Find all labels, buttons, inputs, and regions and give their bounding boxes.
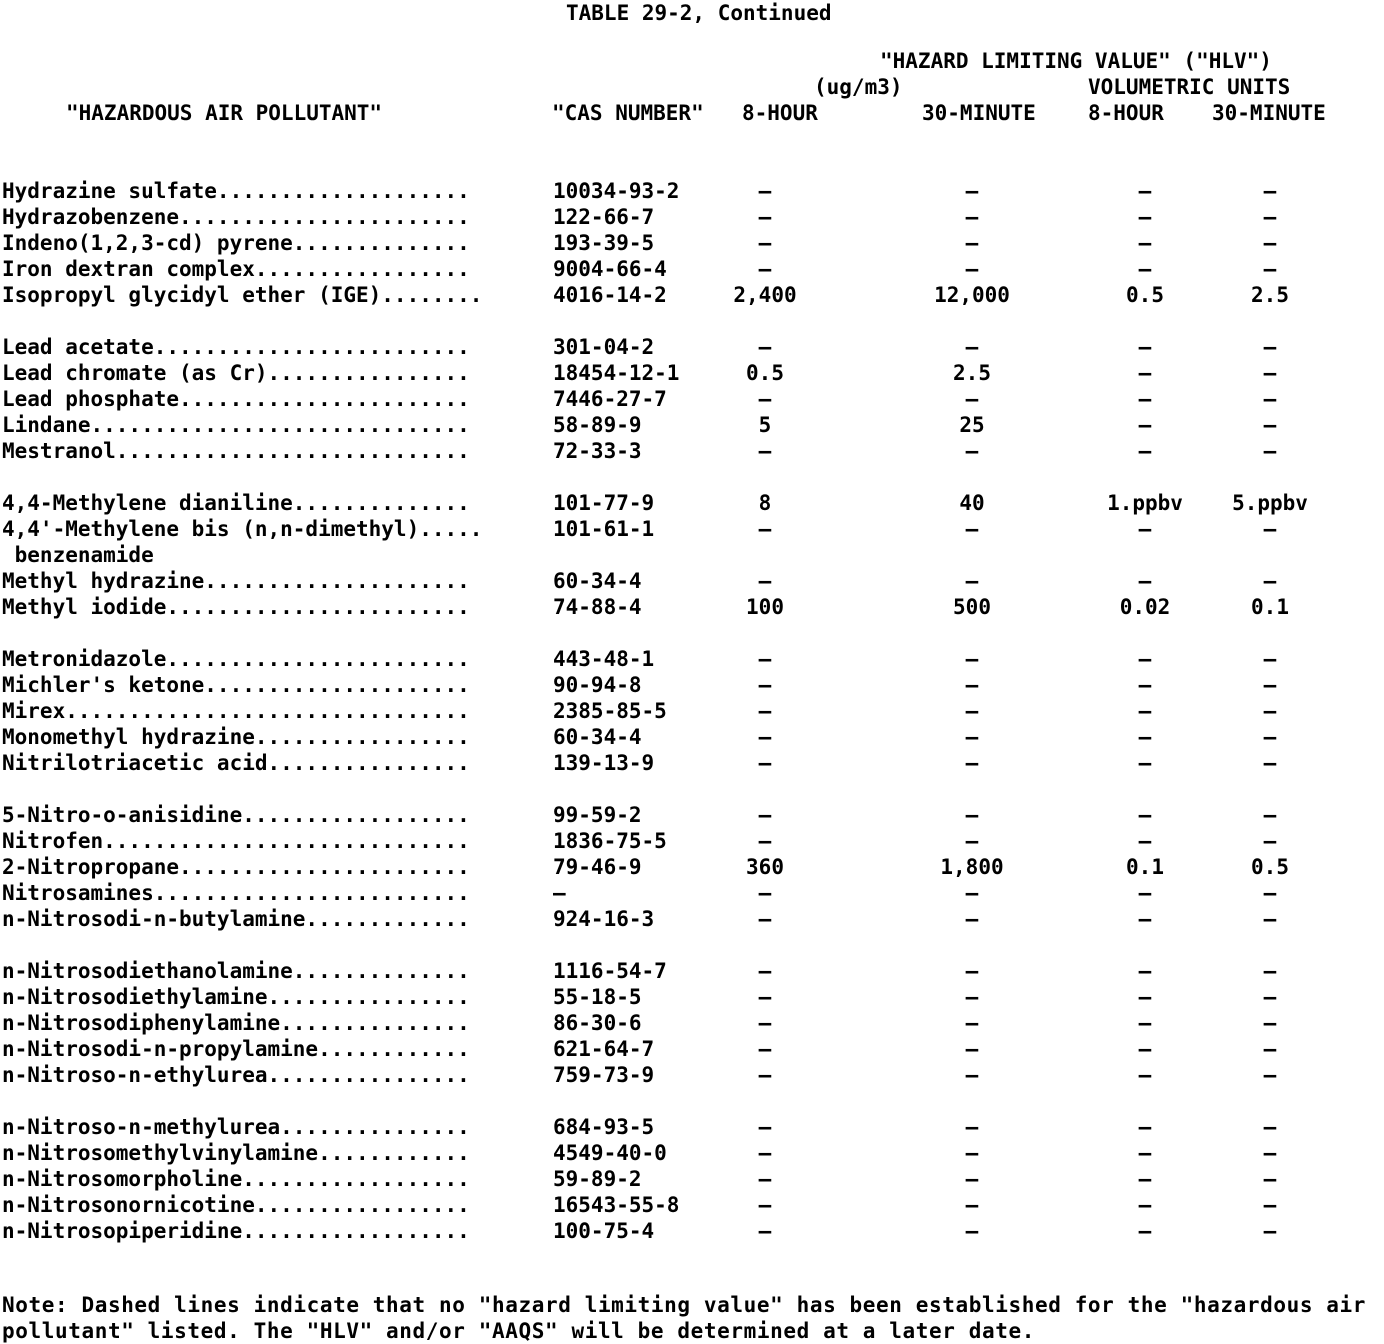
hlv-ug-8hour: 2,400 xyxy=(733,283,797,307)
hlv-vol-30min: — xyxy=(1263,1193,1277,1217)
hlv-vol-30min: — xyxy=(1263,1063,1277,1087)
hlv-vol-30min: — xyxy=(1263,725,1277,749)
hlv-vol-30min: — xyxy=(1263,1167,1277,1191)
cas-number: 193-39-5 xyxy=(553,231,655,255)
hlv-ug-30min: — xyxy=(965,1219,979,1243)
pollutant-name: Michler's ketone..................... xyxy=(2,673,470,697)
hlv-vol-8hour: — xyxy=(1138,387,1152,411)
hlv-ug-30min: — xyxy=(965,1063,979,1087)
pollutant-name: n-Nitroso-n-ethylurea................ xyxy=(2,1063,470,1087)
pollutant-name: Mirex................................ xyxy=(2,699,470,723)
hlv-ug-8hour: — xyxy=(758,257,772,281)
hlv-vol-30min: — xyxy=(1263,673,1277,697)
hlv-ug-8hour: — xyxy=(758,907,772,931)
table-row xyxy=(0,698,1384,724)
cas-column-header: "CAS NUMBER" xyxy=(552,101,704,125)
table-row xyxy=(0,386,1384,412)
hlv-vol-8hour: — xyxy=(1138,569,1152,593)
table-row xyxy=(0,256,1384,282)
vol-30min-column-header: 30-MINUTE xyxy=(1212,101,1326,125)
hlv-vol-30min: — xyxy=(1263,803,1277,827)
cas-number: 684-93-5 xyxy=(553,1115,655,1139)
hlv-ug-30min: — xyxy=(965,387,979,411)
hlv-ug-8hour: — xyxy=(758,569,772,593)
cas-number: 301-04-2 xyxy=(553,335,655,359)
hlv-ug-30min: — xyxy=(965,881,979,905)
table-row xyxy=(0,568,1384,594)
cas-number: 60-34-4 xyxy=(553,725,642,749)
hlv-ug-8hour: 8 xyxy=(758,491,772,515)
pollutant-name: 4,4-Methylene dianiline.............. xyxy=(2,491,470,515)
pollutant-name: Mestranol............................ xyxy=(2,439,470,463)
hlv-ug-8hour: — xyxy=(758,387,772,411)
cas-number: 1836-75-5 xyxy=(553,829,667,853)
hlv-vol-30min: — xyxy=(1263,205,1277,229)
hlv-vol-30min: — xyxy=(1263,907,1277,931)
hlv-ug-8hour: — xyxy=(758,1115,772,1139)
hlv-vol-8hour: — xyxy=(1138,231,1152,255)
table-row xyxy=(0,672,1384,698)
hlv-vol-8hour: — xyxy=(1138,1063,1152,1087)
table-note: Note: Dashed lines indicate that no "hazard limiting value" has been established for the "hazardous air pollutant" listed. The "HLV" and/or "AAQS" will be determined at a later date. xyxy=(2,1293,1367,1343)
hlv-ug-8hour: — xyxy=(758,959,772,983)
pollutant-name: n-Nitrosomethylvinylamine............ xyxy=(2,1141,470,1165)
table-row xyxy=(0,1166,1384,1192)
hlv-vol-30min: — xyxy=(1263,231,1277,255)
hlv-ug-30min: — xyxy=(965,699,979,723)
pollutant-name: n-Nitrosodi-n-butylamine............. xyxy=(2,907,470,931)
hlv-vol-30min: — xyxy=(1263,439,1277,463)
hlv-ug-30min: — xyxy=(965,179,979,203)
hlv-vol-30min: — xyxy=(1263,985,1277,1009)
cas-number: 122-66-7 xyxy=(553,205,655,229)
hlv-ug-30min: — xyxy=(965,517,979,541)
hlv-ug-30min: — xyxy=(965,959,979,983)
pollutant-name: 4,4'-Methylene bis (n,n-dimethyl)..... xyxy=(2,517,483,541)
cas-number: 99-59-2 xyxy=(553,803,642,827)
hlv-ug-8hour: — xyxy=(758,1167,772,1191)
hlv-vol-30min: — xyxy=(1263,647,1277,671)
hlv-ug-30min: — xyxy=(965,205,979,229)
pollutant-name: benzenamide xyxy=(2,543,154,567)
hlv-ug-8hour: — xyxy=(758,803,772,827)
hlv-vol-8hour: — xyxy=(1138,1141,1152,1165)
cas-number: 58-89-9 xyxy=(553,413,642,437)
cas-number: 101-77-9 xyxy=(553,491,655,515)
hlv-vol-8hour: — xyxy=(1138,829,1152,853)
table-caption: TABLE 29-2, Continued xyxy=(566,1,832,25)
table-row xyxy=(0,880,1384,906)
hlv-ug-8hour: — xyxy=(758,231,772,255)
pollutant-name: n-Nitrosonornicotine................. xyxy=(2,1193,470,1217)
hlv-vol-8hour: — xyxy=(1138,985,1152,1009)
cas-number: 924-16-3 xyxy=(553,907,655,931)
pollutant-name: Methyl hydrazine..................... xyxy=(2,569,470,593)
hlv-vol-8hour: 0.1 xyxy=(1126,855,1164,879)
hlv-ug-8hour: — xyxy=(758,725,772,749)
pollutant-name: Lead phosphate....................... xyxy=(2,387,470,411)
table-row xyxy=(0,724,1384,750)
hlv-vol-30min: — xyxy=(1263,699,1277,723)
hlv-ug-8hour: — xyxy=(758,673,772,697)
hlv-vol-30min: — xyxy=(1263,257,1277,281)
hlv-ug-8hour: — xyxy=(758,829,772,853)
pollutant-name: n-Nitrosodiethylamine................ xyxy=(2,985,470,1009)
hlv-ug-30min: — xyxy=(965,985,979,1009)
table-row xyxy=(0,984,1384,1010)
table-row xyxy=(0,282,1384,308)
hlv-vol-8hour: — xyxy=(1138,413,1152,437)
table-row xyxy=(0,360,1384,386)
table-row xyxy=(0,1192,1384,1218)
hlv-vol-30min: — xyxy=(1263,1011,1277,1035)
hlv-vol-30min: 0.5 xyxy=(1251,855,1289,879)
ugm3-header: (ug/m3) xyxy=(814,75,903,99)
hlv-ug-30min: — xyxy=(965,1011,979,1035)
hlv-ug-8hour: 360 xyxy=(746,855,784,879)
hlv-vol-8hour: — xyxy=(1138,959,1152,983)
cas-number: 16543-55-8 xyxy=(553,1193,680,1217)
hlv-ug-8hour: — xyxy=(758,751,772,775)
hlv-ug-8hour: — xyxy=(758,335,772,359)
hlv-ug-30min: 12,000 xyxy=(934,283,1010,307)
hlv-vol-30min: 5.ppbv xyxy=(1232,491,1308,515)
cas-number: 4016-14-2 xyxy=(553,283,667,307)
pollutant-name: Nitrofen............................. xyxy=(2,829,470,853)
cas-number: 443-48-1 xyxy=(553,647,655,671)
hlv-vol-8hour: — xyxy=(1138,699,1152,723)
table-row xyxy=(0,490,1384,516)
pollutant-name: Iron dextran complex................. xyxy=(2,257,470,281)
cas-number: 1116-54-7 xyxy=(553,959,667,983)
pollutant-name: Metronidazole........................ xyxy=(2,647,470,671)
cas-number: 60-34-4 xyxy=(553,569,642,593)
cas-number: 79-46-9 xyxy=(553,855,642,879)
cas-number: 100-75-4 xyxy=(553,1219,655,1243)
hlv-vol-8hour: — xyxy=(1138,257,1152,281)
hlv-ug-8hour: 100 xyxy=(746,595,784,619)
hlv-ug-30min: 500 xyxy=(953,595,991,619)
pollutant-name: n-Nitrosodiethanolamine.............. xyxy=(2,959,470,983)
hlv-vol-30min: — xyxy=(1263,569,1277,593)
cas-number: 55-18-5 xyxy=(553,985,642,1009)
hlv-ug-8hour: — xyxy=(758,1037,772,1061)
pollutant-name: Nitrilotriacetic acid................ xyxy=(2,751,470,775)
cas-number: 9004-66-4 xyxy=(553,257,667,281)
table-row xyxy=(0,1114,1384,1140)
hlv-vol-8hour: — xyxy=(1138,725,1152,749)
pollutant-name: n-Nitrosopiperidine.................. xyxy=(2,1219,470,1243)
hlv-vol-30min: 2.5 xyxy=(1251,283,1289,307)
table-row xyxy=(0,1036,1384,1062)
hlv-ug-8hour: 5 xyxy=(758,413,772,437)
hlv-vol-8hour: — xyxy=(1138,439,1152,463)
hlv-ug-30min: — xyxy=(965,673,979,697)
hlv-ug-8hour: — xyxy=(758,699,772,723)
table-row xyxy=(0,802,1384,828)
hlv-ug-30min: — xyxy=(965,1141,979,1165)
hlv-ug-30min: — xyxy=(965,231,979,255)
hlv-ug-30min: — xyxy=(965,907,979,931)
hlv-ug-8hour: — xyxy=(758,647,772,671)
pollutant-name: Hydrazine sulfate.................... xyxy=(2,179,470,203)
ug-30min-column-header: 30-MINUTE xyxy=(922,101,1036,125)
pollutant-name: Hydrazobenzene....................... xyxy=(2,205,470,229)
hlv-vol-30min: — xyxy=(1263,1115,1277,1139)
hlv-vol-8hour: — xyxy=(1138,205,1152,229)
hlv-vol-30min: — xyxy=(1263,179,1277,203)
table-row xyxy=(0,646,1384,672)
pollutant-name: Nitrosamines......................... xyxy=(2,881,470,905)
hlv-ug-30min: — xyxy=(965,1193,979,1217)
pollutant-name: Lindane.............................. xyxy=(2,413,470,437)
hlv-ug-30min: — xyxy=(965,725,979,749)
pollutant-name: Methyl iodide........................ xyxy=(2,595,470,619)
hlv-vol-8hour: — xyxy=(1138,1167,1152,1191)
cas-number: 74-88-4 xyxy=(553,595,642,619)
hlv-vol-30min: — xyxy=(1263,1037,1277,1061)
table-row xyxy=(0,594,1384,620)
table-row xyxy=(0,1218,1384,1244)
hlv-vol-30min: — xyxy=(1263,959,1277,983)
hlv-vol-8hour: 0.02 xyxy=(1119,595,1171,619)
cas-number: 759-73-9 xyxy=(553,1063,655,1087)
table-row xyxy=(0,1062,1384,1088)
hlv-ug-8hour: — xyxy=(758,1063,772,1087)
cas-number: 101-61-1 xyxy=(553,517,655,541)
cas-number: 2385-85-5 xyxy=(553,699,667,723)
pollutant-column-header: "HAZARDOUS AIR POLLUTANT" xyxy=(66,101,383,125)
hlv-ug-30min: — xyxy=(965,1037,979,1061)
pollutant-name: Indeno(1,2,3-cd) pyrene.............. xyxy=(2,231,470,255)
hlv-ug-30min: — xyxy=(965,829,979,853)
hlv-vol-8hour: 0.5 xyxy=(1126,283,1164,307)
table-row xyxy=(0,828,1384,854)
cas-number: 621-64-7 xyxy=(553,1037,655,1061)
hlv-vol-8hour: — xyxy=(1138,1115,1152,1139)
hlv-vol-8hour: — xyxy=(1138,803,1152,827)
hlv-vol-30min: 0.1 xyxy=(1251,595,1289,619)
cas-number: 7446-27-7 xyxy=(553,387,667,411)
pollutant-name: 2-Nitropropane....................... xyxy=(2,855,470,879)
pollutant-name: n-Nitrosodi-n-propylamine............ xyxy=(2,1037,470,1061)
hlv-vol-8hour: — xyxy=(1138,179,1152,203)
hlv-vol-8hour: — xyxy=(1138,1037,1152,1061)
table-row xyxy=(0,854,1384,880)
volumetric-header: VOLUMETRIC UNITS xyxy=(1088,75,1291,99)
hlv-ug-30min: — xyxy=(965,569,979,593)
hlv-ug-8hour: — xyxy=(758,985,772,1009)
hlv-vol-30min: — xyxy=(1263,361,1277,385)
table-row xyxy=(0,516,1384,542)
hlv-ug-8hour: 0.5 xyxy=(746,361,784,385)
table-row xyxy=(0,230,1384,256)
hlv-ug-30min: — xyxy=(965,439,979,463)
cas-number: 139-13-9 xyxy=(553,751,655,775)
cas-number: 4549-40-0 xyxy=(553,1141,667,1165)
hlv-ug-8hour: — xyxy=(758,179,772,203)
hlv-ug-30min: — xyxy=(965,751,979,775)
hlv-vol-8hour: — xyxy=(1138,1011,1152,1035)
hlv-ug-8hour: — xyxy=(758,439,772,463)
ug-8hour-column-header: 8-HOUR xyxy=(742,101,818,125)
hlv-ug-30min: 25 xyxy=(959,413,985,437)
table-row xyxy=(0,958,1384,984)
hlv-vol-30min: — xyxy=(1263,829,1277,853)
table-row xyxy=(0,750,1384,776)
table-row xyxy=(0,1140,1384,1166)
hlv-vol-8hour: — xyxy=(1138,673,1152,697)
hlv-vol-8hour: — xyxy=(1138,751,1152,775)
hlv-ug-30min: — xyxy=(965,1115,979,1139)
hlv-ug-30min: — xyxy=(965,335,979,359)
pollutant-name: Lead acetate......................... xyxy=(2,335,470,359)
hlv-ug-8hour: — xyxy=(758,1219,772,1243)
table-row xyxy=(0,412,1384,438)
vol-8hour-column-header: 8-HOUR xyxy=(1088,101,1164,125)
table-row xyxy=(0,204,1384,230)
hlv-ug-8hour: — xyxy=(758,881,772,905)
hlv-ug-30min: 40 xyxy=(959,491,985,515)
hlv-vol-8hour: — xyxy=(1138,335,1152,359)
hlv-vol-30min: — xyxy=(1263,413,1277,437)
cas-number: 72-33-3 xyxy=(553,439,642,463)
pollutant-name: Lead chromate (as Cr)................ xyxy=(2,361,470,385)
hlv-vol-8hour: — xyxy=(1138,881,1152,905)
hlv-vol-8hour: — xyxy=(1138,1193,1152,1217)
table-row xyxy=(0,438,1384,464)
hlv-ug-8hour: — xyxy=(758,1193,772,1217)
pollutant-name: Monomethyl hydrazine................. xyxy=(2,725,470,749)
table-row xyxy=(0,1010,1384,1036)
hlv-vol-30min: — xyxy=(1263,1141,1277,1165)
hlv-ug-30min: 2.5 xyxy=(953,361,991,385)
hlv-vol-30min: — xyxy=(1263,517,1277,541)
cas-number: 18454-12-1 xyxy=(553,361,680,385)
hlv-ug-8hour: — xyxy=(758,1141,772,1165)
hlv-vol-8hour: — xyxy=(1138,647,1152,671)
hlv-vol-30min: — xyxy=(1263,881,1277,905)
hlv-header: "HAZARD LIMITING VALUE" ("HLV") xyxy=(880,49,1272,73)
table-row xyxy=(0,542,1384,568)
pollutant-name: 5-Nitro-o-anisidine.................. xyxy=(2,803,470,827)
cas-number: — xyxy=(553,881,566,905)
hlv-vol-8hour: — xyxy=(1138,361,1152,385)
hlv-vol-30min: — xyxy=(1263,1219,1277,1243)
hlv-vol-30min: — xyxy=(1263,335,1277,359)
cas-number: 59-89-2 xyxy=(553,1167,642,1191)
cas-number: 90-94-8 xyxy=(553,673,642,697)
pollutant-name: n-Nitrosomorpholine.................. xyxy=(2,1167,470,1191)
hlv-vol-8hour: — xyxy=(1138,907,1152,931)
pollutant-name: Isopropyl glycidyl ether (IGE)........ xyxy=(2,283,483,307)
table-row xyxy=(0,906,1384,932)
hlv-ug-30min: — xyxy=(965,1167,979,1191)
hlv-vol-30min: — xyxy=(1263,751,1277,775)
hlv-ug-8hour: — xyxy=(758,1011,772,1035)
hlv-ug-30min: — xyxy=(965,257,979,281)
table-row xyxy=(0,178,1384,204)
cas-number: 10034-93-2 xyxy=(553,179,680,203)
hlv-vol-8hour: — xyxy=(1138,517,1152,541)
hlv-vol-8hour: — xyxy=(1138,1219,1152,1243)
pollutant-name: n-Nitroso-n-methylurea............... xyxy=(2,1115,470,1139)
pollutant-name: n-Nitrosodiphenylamine............... xyxy=(2,1011,470,1035)
hlv-vol-30min: — xyxy=(1263,387,1277,411)
hlv-ug-8hour: — xyxy=(758,205,772,229)
hlv-ug-30min: — xyxy=(965,803,979,827)
table-row xyxy=(0,334,1384,360)
hlv-ug-8hour: — xyxy=(758,517,772,541)
hlv-ug-30min: 1,800 xyxy=(940,855,1004,879)
cas-number: 86-30-6 xyxy=(553,1011,642,1035)
hlv-vol-8hour: 1.ppbv xyxy=(1107,491,1183,515)
hlv-ug-30min: — xyxy=(965,647,979,671)
